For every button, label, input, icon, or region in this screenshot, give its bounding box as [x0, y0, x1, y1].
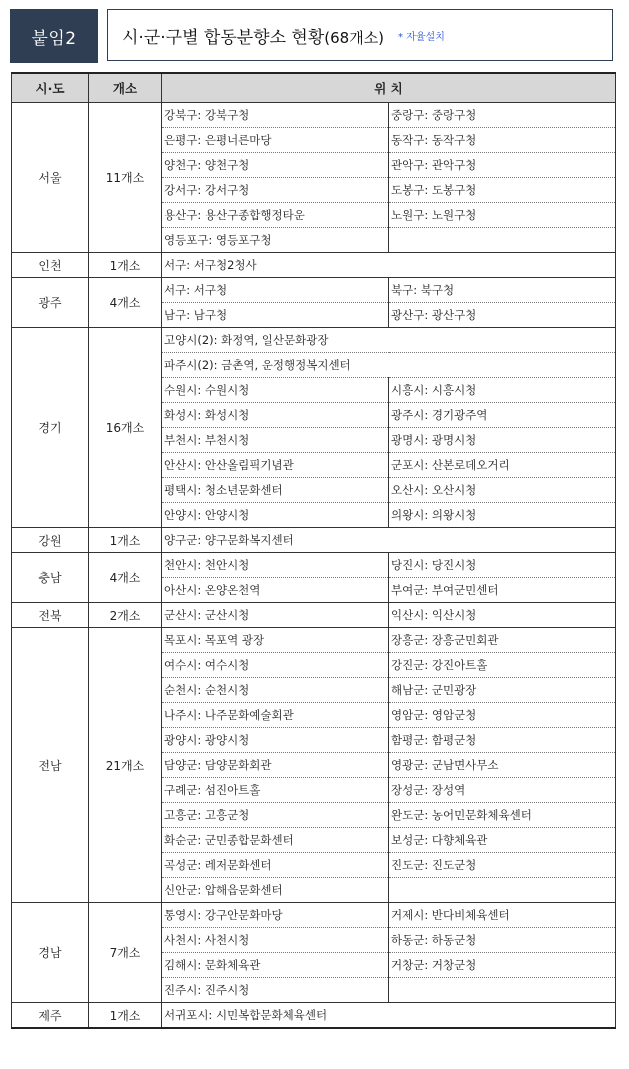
location-cell: 동작구: 동작구청 — [389, 128, 616, 153]
location-cell: 구례군: 섬진아트홀 — [162, 778, 389, 803]
location-cell: 북구: 북구청 — [389, 278, 616, 303]
location-cell: 남구: 남구청 — [162, 303, 389, 328]
count-cell: 2개소 — [89, 603, 162, 628]
title-text: 시·군·구별 합동분향소 현황 — [122, 27, 325, 48]
location-cell: 해남군: 군민광장 — [389, 678, 616, 703]
sido-cell: 전남 — [12, 628, 89, 903]
location-cell: 천안시: 천안시청 — [162, 553, 389, 578]
location-cell: 군포시: 산본로데오거리 — [389, 453, 616, 478]
location-cell: 보성군: 다향체육관 — [389, 828, 616, 853]
header-count: 개소 — [89, 73, 162, 103]
location-cell: 진도군: 진도군청 — [389, 853, 616, 878]
location-cell: 아산시: 온양온천역 — [162, 578, 389, 603]
location-cell: 진주시: 진주시청 — [162, 978, 389, 1003]
location-cell: 당진시: 당진시청 — [389, 553, 616, 578]
location-cell: 신안군: 압해읍문화센터 — [162, 878, 389, 903]
sido-cell: 경기 — [12, 328, 89, 528]
title-note: * 자율설치 — [398, 31, 445, 43]
sido-cell: 경남 — [12, 903, 89, 1003]
sido-cell: 인천 — [12, 253, 89, 278]
count-cell: 21개소 — [89, 628, 162, 903]
location-cell: 장성군: 장성역 — [389, 778, 616, 803]
location-cell: 영등포구: 영등포구청 — [162, 228, 389, 253]
location-cell: 영광군: 군남면사무소 — [389, 753, 616, 778]
table-row — [12, 628, 616, 653]
location-cell: 서구: 서구청2청사 — [162, 253, 616, 278]
location-cell: 평택시: 청소년문화센터 — [162, 478, 389, 503]
location-cell: 강진군: 강진아트홀 — [389, 653, 616, 678]
table-row — [12, 103, 616, 128]
location-cell: 군산시: 군산시청 — [162, 603, 389, 628]
sido-cell: 서울 — [12, 103, 89, 253]
sido-cell: 광주 — [12, 278, 89, 328]
location-cell: 서귀포시: 시민복합문화체육센터 — [162, 1003, 616, 1029]
table-row — [12, 253, 616, 278]
count-cell: 1개소 — [89, 1003, 162, 1029]
table-header-row — [12, 73, 616, 103]
count-cell: 11개소 — [89, 103, 162, 253]
location-cell: 도봉구: 도봉구청 — [389, 178, 616, 203]
location-cell: 광주시: 경기광주역 — [389, 403, 616, 428]
location-cell: 광양시: 광양시청 — [162, 728, 389, 753]
document-title — [122, 23, 384, 48]
location-cell: 고흥군: 고흥군청 — [162, 803, 389, 828]
title-box — [107, 9, 613, 61]
sido-cell: 전북 — [12, 603, 89, 628]
location-cell: 의왕시: 의왕시청 — [389, 503, 616, 528]
sido-cell: 충남 — [12, 553, 89, 603]
memorial-altar-table — [11, 72, 616, 1029]
location-cell: 광산구: 광산구청 — [389, 303, 616, 328]
count-cell: 1개소 — [89, 528, 162, 553]
location-cell — [389, 878, 616, 903]
location-cell: 영암군: 영암군청 — [389, 703, 616, 728]
location-cell: 하동군: 하동군청 — [389, 928, 616, 953]
location-cell: 안산시: 안산올림픽기념관 — [162, 453, 389, 478]
table-row — [12, 603, 616, 628]
location-cell: 곡성군: 레저문화센터 — [162, 853, 389, 878]
location-cell: 나주시: 나주문화예술회관 — [162, 703, 389, 728]
location-cell: 완도군: 농어민문화체육센터 — [389, 803, 616, 828]
count-cell: 1개소 — [89, 253, 162, 278]
location-cell: 양구군: 양구문화복지센터 — [162, 528, 616, 553]
location-cell: 화성시: 화성시청 — [162, 403, 389, 428]
table-row — [12, 328, 616, 353]
location-cell: 여수시: 여수시청 — [162, 653, 389, 678]
location-cell: 장흥군: 장흥군민회관 — [389, 628, 616, 653]
location-cell: 파주시(2): 금촌역, 운정행정복지센터 — [162, 353, 616, 378]
location-cell: 함평군: 함평군청 — [389, 728, 616, 753]
location-cell: 시흥시: 시흥시청 — [389, 378, 616, 403]
location-cell: 부여군: 부여군민센터 — [389, 578, 616, 603]
table-row — [12, 278, 616, 303]
table-row — [12, 903, 616, 928]
table-row — [12, 553, 616, 578]
location-cell: 통영시: 강구안문화마당 — [162, 903, 389, 928]
location-cell: 김해시: 문화체육관 — [162, 953, 389, 978]
title-count: (68개소) — [324, 28, 385, 47]
location-cell: 거제시: 반다비체육센터 — [389, 903, 616, 928]
location-cell: 거창군: 거창군청 — [389, 953, 616, 978]
table-row — [12, 1003, 616, 1029]
location-cell: 사천시: 사천시청 — [162, 928, 389, 953]
location-cell: 서구: 서구청 — [162, 278, 389, 303]
location-cell: 수원시: 수원시청 — [162, 378, 389, 403]
header-location: 위 치 — [162, 73, 616, 103]
location-cell: 안양시: 안양시청 — [162, 503, 389, 528]
location-cell: 순천시: 순천시청 — [162, 678, 389, 703]
location-cell — [389, 978, 616, 1003]
location-cell: 강북구: 강북구청 — [162, 103, 389, 128]
attachment-tag: 붙임2 — [10, 9, 98, 63]
location-cell: 강서구: 강서구청 — [162, 178, 389, 203]
location-cell: 오산시: 오산시청 — [389, 478, 616, 503]
count-cell: 7개소 — [89, 903, 162, 1003]
table-body — [12, 103, 616, 1029]
count-cell: 16개소 — [89, 328, 162, 528]
location-cell: 용산구: 용산구종합행정타운 — [162, 203, 389, 228]
location-cell: 양천구: 양천구청 — [162, 153, 389, 178]
location-cell: 익산시: 익산시청 — [389, 603, 616, 628]
location-cell: 화순군: 군민종합문화센터 — [162, 828, 389, 853]
table-row — [12, 528, 616, 553]
location-cell: 관악구: 관악구청 — [389, 153, 616, 178]
sido-cell: 강원 — [12, 528, 89, 553]
location-cell: 은평구: 은평너른마당 — [162, 128, 389, 153]
count-cell: 4개소 — [89, 278, 162, 328]
count-cell: 4개소 — [89, 553, 162, 603]
location-cell: 노원구: 노원구청 — [389, 203, 616, 228]
sido-cell: 제주 — [12, 1003, 89, 1029]
location-cell: 광명시: 광명시청 — [389, 428, 616, 453]
location-cell: 담양군: 담양문화회관 — [162, 753, 389, 778]
location-cell: 중랑구: 중랑구청 — [389, 103, 616, 128]
location-cell: 부천시: 부천시청 — [162, 428, 389, 453]
document-header — [10, 9, 615, 63]
location-cell: 고양시(2): 화정역, 일산문화광장 — [162, 328, 616, 353]
location-cell — [389, 228, 616, 253]
location-cell: 목포시: 목포역 광장 — [162, 628, 389, 653]
header-sido: 시·도 — [12, 73, 89, 103]
